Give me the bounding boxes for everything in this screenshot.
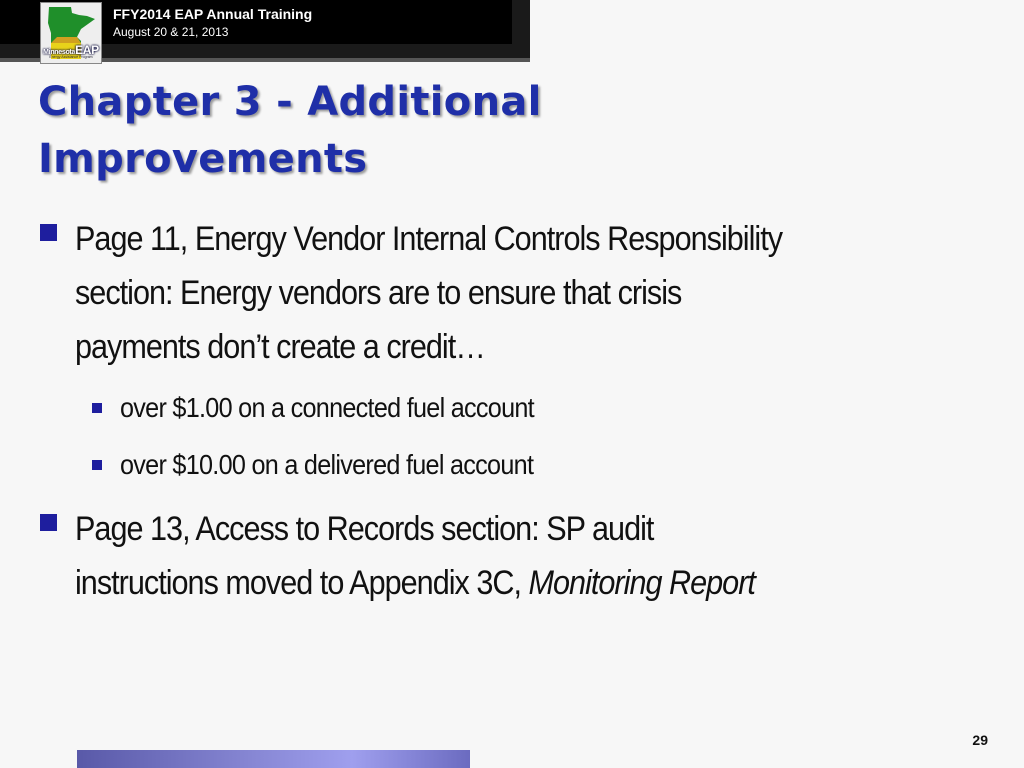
subbullet-square-icon [92,460,102,470]
bullet-square-icon [40,224,57,241]
bullet-1-line-2: section: Energy vendors are to ensure that crisis [75,274,682,312]
bullet-1-line-1: Page 11, Energy Vendor Internal Controls Responsibility [75,220,783,258]
logo-wordmark: MinnesotaEAP [43,43,99,57]
bullet-item-2 [75,502,926,610]
bullet-2-line-2: instructions moved to Appendix 3C, [75,564,529,602]
subbullet-square-icon [92,403,102,413]
bullet-1-line-3: payments don’t create a credit… [75,328,485,366]
logo-tagline: Energy Assistance Program [49,55,93,59]
bullet-2-line-1: Page 13, Access to Records section: SP audit [75,510,654,548]
bullet-item-1 [75,212,926,374]
bullet-square-icon [40,514,57,531]
monitoring-report-title: Monitoring Report [528,564,755,602]
footer-gradient-bar [77,750,470,768]
event-title: FFY2014 EAP Annual Training [113,6,313,22]
slide-title-line-1: Chapter 3 - Additional [38,79,542,125]
subbullet-item-2: over $10.00 on a delivered fuel account [120,449,534,480]
header-bar [0,0,530,62]
event-date: August 20 & 21, 2013 [113,25,229,39]
slide-title-line-2: Improvements [38,136,368,182]
subbullet-item-1: over $1.00 on a connected fuel account [120,392,534,423]
page-number: 29 [972,732,988,748]
minnesota-eap-logo [40,2,102,64]
slide-title [38,74,738,188]
